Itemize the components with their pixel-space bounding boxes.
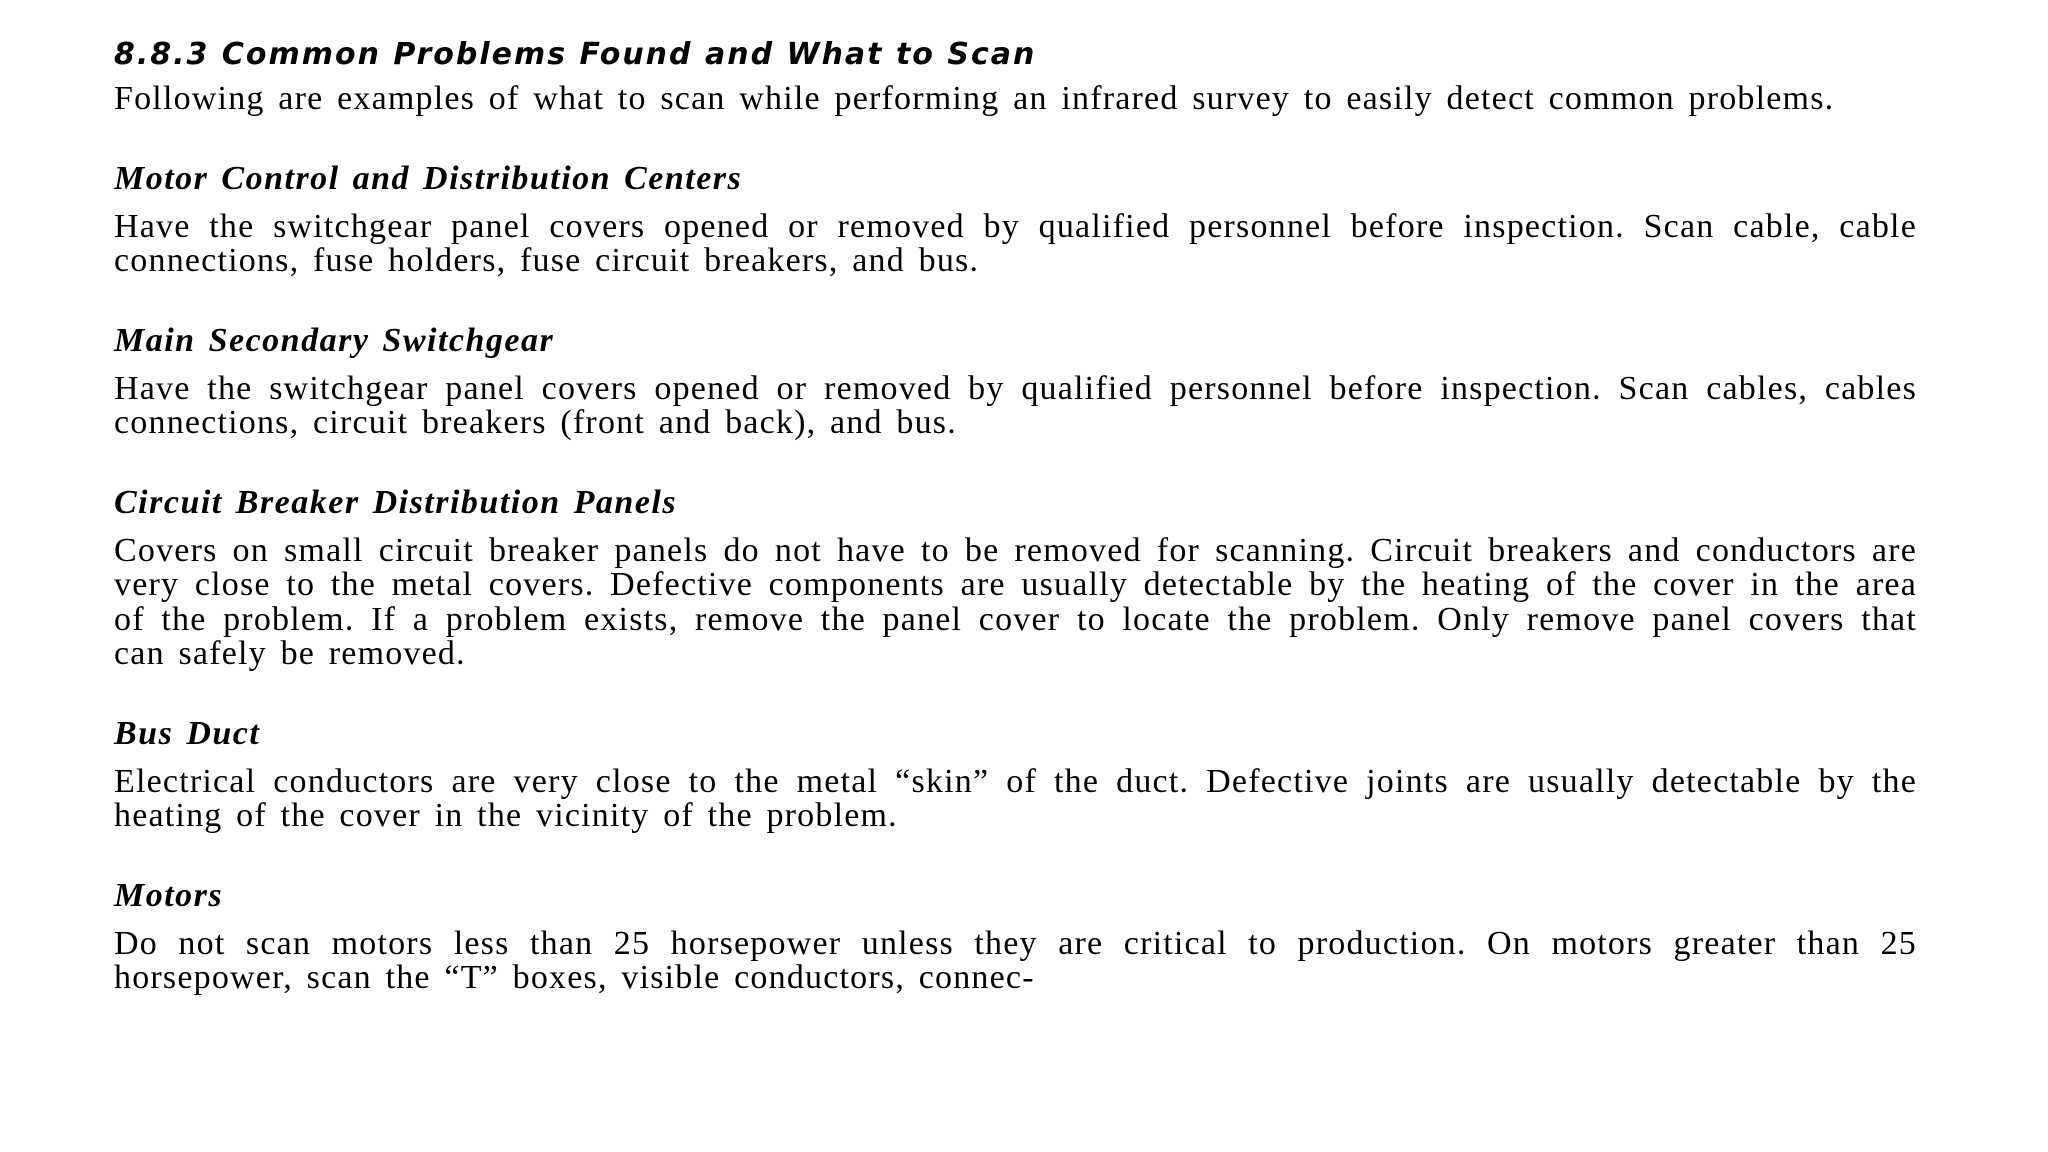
subsection-title: Main Secondary Switchgear <box>114 321 555 359</box>
subsection-body: Have the switchgear panel covers opened or removed by qualified personnel before inspection. Scan cables, cables connections, circuit breakers (front and back), and bus. <box>114 369 1917 441</box>
section-motor-control <box>114 159 1917 279</box>
subsection-title: Circuit Breaker Distribution Panels <box>114 483 678 521</box>
section-circuit-breaker-panels <box>114 483 1917 672</box>
section-heading: 8.8.3 Common Problems Found and What to Scan <box>114 37 1037 72</box>
subsection-title: Bus Duct <box>114 714 261 752</box>
subsection-title: Motors <box>114 876 224 914</box>
subsection-body: Have the switchgear panel covers opened or removed by qualified personnel before inspection. Scan cable, cable connections, fuse holders, fuse circuit breakers, and bus. <box>114 207 1917 279</box>
document-page <box>114 30 1917 996</box>
section-main-secondary-switchgear <box>114 321 1917 441</box>
subsection-body: Do not scan motors less than 25 horsepower unless they are critical to production. On motors greater than 25 horsepower, scan the “T” boxes, visible conductors, connec- <box>114 924 1917 996</box>
subsection-body: Covers on small circuit breaker panels do not have to be removed for scanning. Circuit breakers and conductors are very close to the metal covers. Defective components are usually detectable by the heating of the cover in the area of the problem. If a problem exists, remove the panel cover to locate the problem. Only remove panel covers that can safely be removed. <box>114 531 1917 672</box>
section-bus-duct <box>114 714 1917 834</box>
subsection-body: Electrical conductors are very close to the metal “skin” of the duct. Defective joints are usually detectable by the heating of the cover in the vicinity of the problem. <box>114 762 1917 834</box>
intro-paragraph: Following are examples of what to scan while performing an infrared survey to easily detect common problems. <box>114 80 1835 117</box>
section-motors <box>114 876 1917 996</box>
subsection-title: Motor Control and Distribution Centers <box>114 159 743 197</box>
